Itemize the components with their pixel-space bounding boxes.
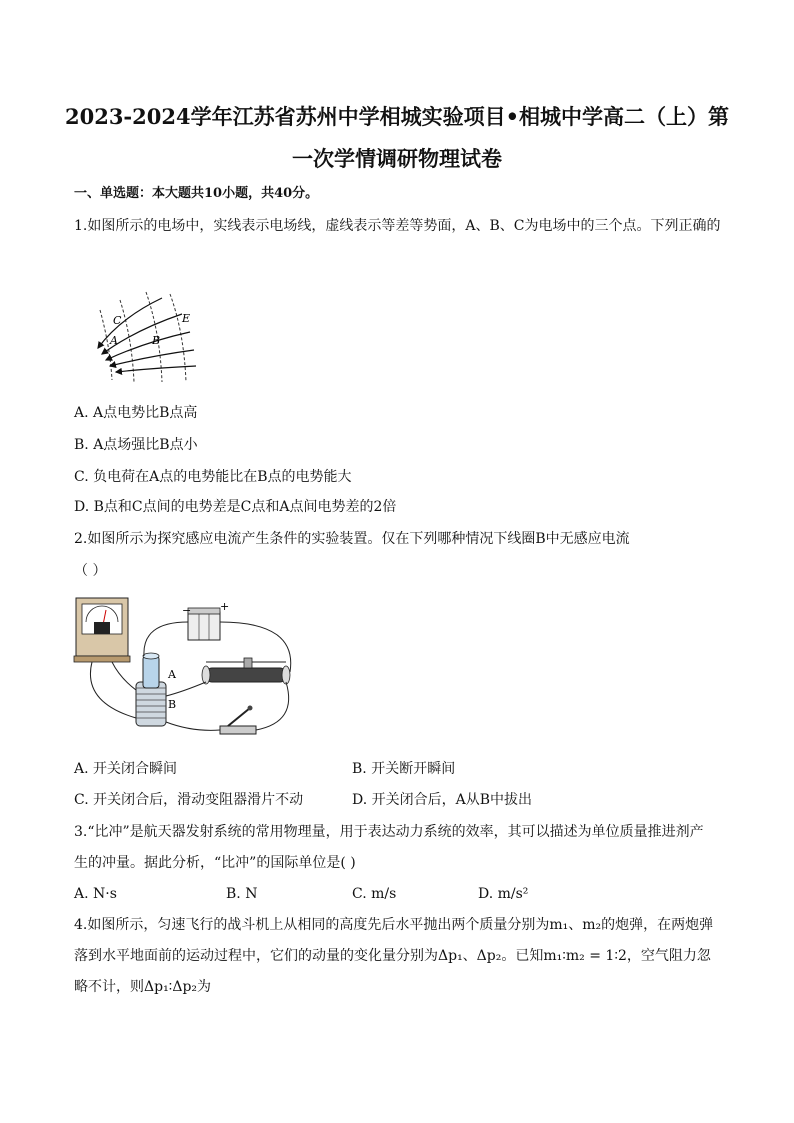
- q1-electric-field-figure: [90, 288, 200, 384]
- q2-stem: 2.如图所示为探究感应电流产生条件的实验装置。仅在下列哪种情况下线圈B中无感应电流: [74, 531, 630, 547]
- q3-option-a: A. N·s: [74, 886, 117, 902]
- label-b: B: [152, 334, 161, 347]
- coil-a-label: A: [168, 668, 176, 681]
- q1-option-b: B. A点场强比B点小: [74, 437, 198, 453]
- q1-stem: 1.如图所示的电场中，实线表示电场线，虚线表示等差等势面，A、B、C为电场中的三个点。下列正确的: [74, 218, 721, 234]
- q3-option-d: D. m/s²: [478, 886, 529, 902]
- galvanometer: [74, 598, 130, 662]
- section-heading: 一、单选题：本大题共10小题，共40分。: [74, 186, 319, 201]
- label-c: C: [113, 314, 122, 327]
- q3-option-b: B. N: [226, 886, 258, 902]
- battery: [182, 600, 229, 640]
- rheostat: [202, 658, 290, 684]
- label-e: E: [182, 312, 191, 325]
- q3-stem-line2: 生的冲量。据此分析，“比冲”的国际单位是( ): [74, 855, 356, 871]
- q2-answer-paren: （ ）: [74, 563, 107, 579]
- q3-option-c: C. m/s: [352, 886, 397, 902]
- q1-option-a: A. A点电势比B点高: [74, 405, 198, 421]
- q2-induction-apparatus-figure: [72, 592, 302, 742]
- q2-option-d: D. 开关闭合后，A从B中拔出: [352, 792, 533, 808]
- q4-stem-line1: 4.如图所示，匀速飞行的战斗机上从相同的高度先后水平抛出两个质量分别为m₁、m₂的炮弹，在两炮弹: [74, 917, 714, 933]
- q1-option-c: C. 负电荷在A点的电势能比在B点的电势能大: [74, 469, 352, 485]
- label-a: A: [110, 334, 118, 347]
- exam-title-line2: 一次学情调研物理试卷: [292, 146, 502, 171]
- q4-stem-line2: 落到水平地面前的运动过程中，它们的动量的变化量分别为Δp₁、Δp₂。已知m₁∶m₂ = 1∶2，空气阻力忽: [74, 948, 711, 964]
- q3-stem-line1: 3.“比冲”是航天器发射系统的常用物理量，用于表达动力系统的效率，其可以描述为单位质量推进剂产: [74, 824, 704, 840]
- exam-title-line1: 2023-2024学年江苏省苏州中学相城实验项目•相城中学高二（上）第: [64, 104, 730, 129]
- q2-option-c: C. 开关闭合后，滑动变阻器滑片不动: [74, 792, 304, 808]
- q2-option-a: A. 开关闭合瞬间: [74, 761, 178, 777]
- knife-switch: [220, 706, 256, 735]
- battery-plus-label: +: [220, 600, 230, 613]
- q1-option-d: D. B点和C点间的电势差是C点和A点间电势差的2倍: [74, 499, 397, 515]
- coil-assembly: [136, 653, 177, 726]
- q4-stem-line3: 略不计，则Δp₁∶Δp₂为: [74, 979, 212, 995]
- battery-minus-label: −: [182, 604, 192, 617]
- coil-b-label: B: [168, 698, 177, 711]
- q2-option-b: B. 开关断开瞬间: [352, 761, 456, 777]
